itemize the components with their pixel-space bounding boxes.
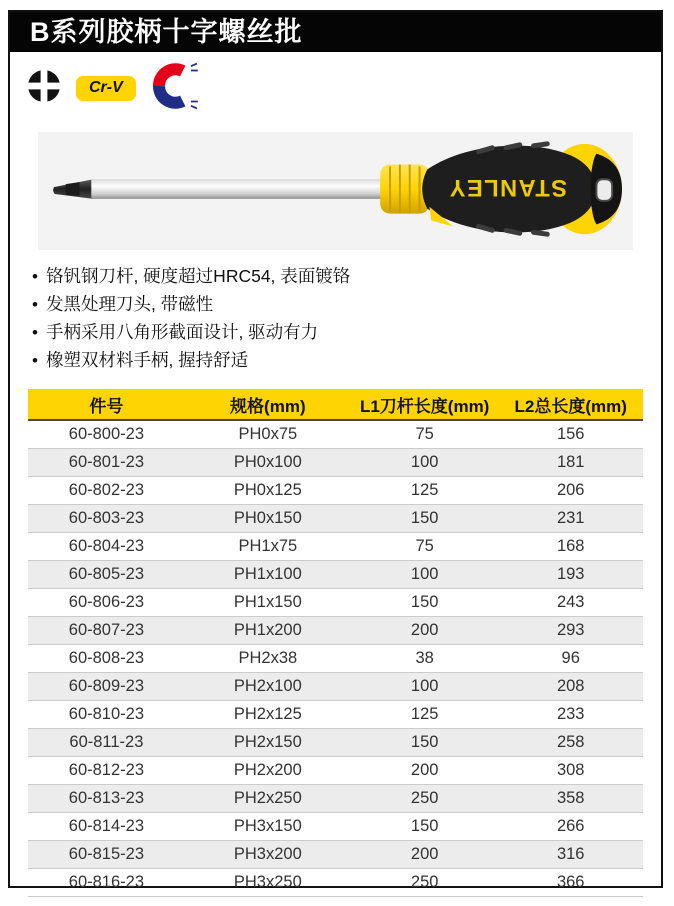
l1-length: 200 — [351, 616, 499, 644]
l2-length: 181 — [498, 448, 643, 476]
table-row — [28, 616, 643, 644]
spec: PH2x150 — [185, 728, 351, 756]
l1-length: 75 — [351, 532, 499, 560]
column-header: L2总长度(mm) — [498, 389, 643, 420]
spec: PH2x250 — [185, 784, 351, 812]
part-number: 60-816-23 — [28, 868, 185, 896]
feature-badges — [26, 68, 661, 108]
part-number: 60-811-23 — [28, 728, 185, 756]
l2-length: 366 — [498, 868, 643, 896]
table-header-row — [28, 389, 643, 420]
l2-length: 293 — [498, 616, 643, 644]
l2-length: 266 — [498, 812, 643, 840]
spec: PH2x200 — [185, 756, 351, 784]
part-number: 60-813-23 — [28, 784, 185, 812]
part-number: 60-801-23 — [28, 448, 185, 476]
l2-length: 308 — [498, 756, 643, 784]
l1-length: 150 — [351, 728, 499, 756]
l1-length: 200 — [351, 840, 499, 868]
part-number: 60-805-23 — [28, 560, 185, 588]
table-row — [28, 812, 643, 840]
l2-length: 193 — [498, 560, 643, 588]
spec: PH2x38 — [185, 644, 351, 672]
l2-length: 231 — [498, 504, 643, 532]
spec: PH1x200 — [185, 616, 351, 644]
spec: PH3x250 — [185, 868, 351, 896]
spec: PH0x75 — [185, 420, 351, 448]
part-number: 60-808-23 — [28, 644, 185, 672]
table-row — [28, 644, 643, 672]
part-number: 60-814-23 — [28, 812, 185, 840]
spec: PH3x200 — [185, 840, 351, 868]
l1-length: 75 — [351, 420, 499, 448]
l1-length: 250 — [351, 784, 499, 812]
l2-length: 358 — [498, 784, 643, 812]
table-row — [28, 728, 643, 756]
part-number: 60-806-23 — [28, 588, 185, 616]
table-row — [28, 504, 643, 532]
table-row — [28, 840, 643, 868]
l2-length: 316 — [498, 840, 643, 868]
product-photo — [38, 132, 633, 250]
l1-length: 125 — [351, 476, 499, 504]
l1-length: 125 — [351, 700, 499, 728]
table-row — [28, 476, 643, 504]
l1-length: 150 — [351, 504, 499, 532]
feature-list — [32, 262, 661, 374]
spec: PH2x100 — [185, 672, 351, 700]
l1-length: 100 — [351, 560, 499, 588]
table-row — [28, 672, 643, 700]
table-row — [28, 560, 643, 588]
column-header: 规格(mm) — [185, 389, 351, 420]
page-title: B系列胶柄十字螺丝批 — [10, 12, 661, 52]
table-body — [28, 420, 643, 896]
part-number: 60-809-23 — [28, 672, 185, 700]
part-number: 60-810-23 — [28, 700, 185, 728]
part-number: 60-800-23 — [28, 420, 185, 448]
table-row — [28, 588, 643, 616]
column-header: 件号 — [28, 389, 185, 420]
feature-item: • 橡塑双材料手柄, 握持舒适 — [32, 346, 661, 374]
table-row — [28, 700, 643, 728]
spec: PH0x150 — [185, 504, 351, 532]
spec: PH3x150 — [185, 812, 351, 840]
table-row — [28, 756, 643, 784]
catalog-page — [8, 10, 663, 891]
l2-length: 168 — [498, 532, 643, 560]
part-number: 60-812-23 — [28, 756, 185, 784]
part-number: 60-804-23 — [28, 532, 185, 560]
screwdriver-illustration — [46, 134, 626, 248]
spec-table — [28, 389, 643, 897]
l2-length: 243 — [498, 588, 643, 616]
spec: PH1x75 — [185, 532, 351, 560]
l2-length: 208 — [498, 672, 643, 700]
l2-length: 258 — [498, 728, 643, 756]
feature-item: • 铬钒钢刀杆, 硬度超过HRC54, 表面镀铬 — [32, 262, 661, 290]
table-row — [28, 420, 643, 448]
spec: PH1x150 — [185, 588, 351, 616]
feature-item: • 手柄采用八角形截面设计, 驱动有力 — [32, 318, 661, 346]
part-number: 60-807-23 — [28, 616, 185, 644]
brand-text: STANLEY — [447, 175, 567, 202]
l1-length: 150 — [351, 588, 499, 616]
column-header: L1刀杆长度(mm) — [351, 389, 499, 420]
crv-badge: Cr-V — [76, 76, 136, 101]
part-number: 60-803-23 — [28, 504, 185, 532]
l1-length: 200 — [351, 756, 499, 784]
part-number: 60-802-23 — [28, 476, 185, 504]
l2-length: 233 — [498, 700, 643, 728]
l1-length: 100 — [351, 672, 499, 700]
magnet-icon — [150, 61, 206, 116]
spec: PH0x100 — [185, 448, 351, 476]
l1-length: 100 — [351, 448, 499, 476]
l2-length: 96 — [498, 644, 643, 672]
spec: PH2x125 — [185, 700, 351, 728]
l1-length: 150 — [351, 812, 499, 840]
spec: PH1x100 — [185, 560, 351, 588]
table-row — [28, 868, 643, 896]
l2-length: 206 — [498, 476, 643, 504]
spec: PH0x125 — [185, 476, 351, 504]
table-row — [28, 532, 643, 560]
part-number: 60-815-23 — [28, 840, 185, 868]
l1-length: 250 — [351, 868, 499, 896]
l2-length: 156 — [498, 420, 643, 448]
l1-length: 38 — [351, 644, 499, 672]
table-row — [28, 448, 643, 476]
phillips-cross-icon — [26, 68, 62, 109]
feature-item: • 发黑处理刀头, 带磁性 — [32, 290, 661, 318]
table-row — [28, 784, 643, 812]
